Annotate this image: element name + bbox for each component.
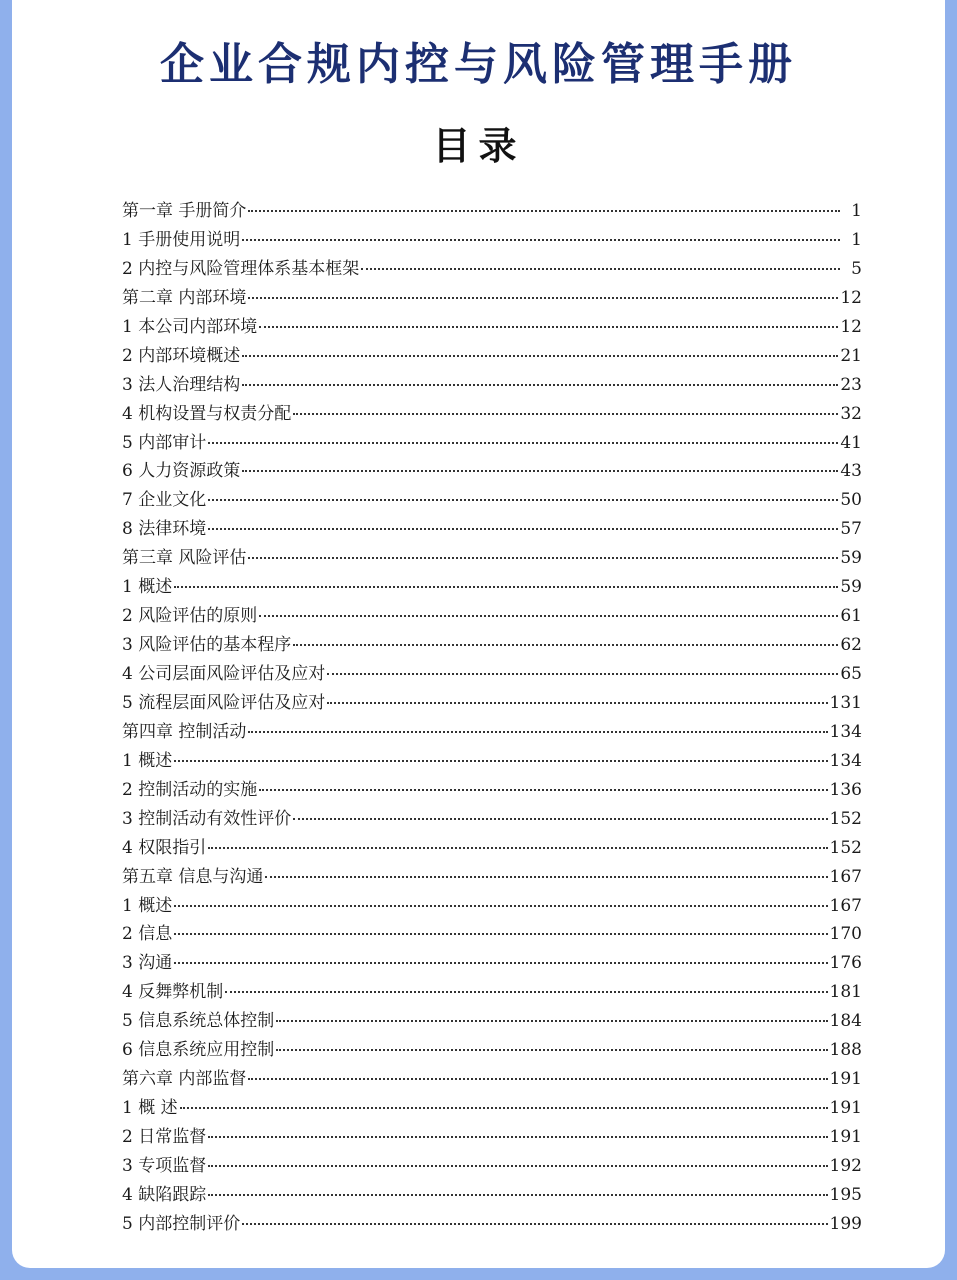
toc-entry-label: 第二章 内部环境: [122, 287, 247, 308]
toc-heading: 目录: [432, 124, 525, 168]
toc-section-entry: [122, 1006, 862, 1035]
toc-section-entry: [122, 1035, 862, 1064]
toc-section-entry: [122, 1093, 862, 1122]
dot-leader: [242, 1223, 827, 1225]
toc-entry-page-number: 167: [829, 866, 862, 887]
toc-entry-page-number: 152: [829, 808, 862, 829]
toc-entry-label: 5 内部审计: [122, 432, 207, 453]
toc-entry-page-number: 43: [840, 461, 862, 482]
dot-leader: [259, 326, 838, 328]
toc-entry-page-number: 1: [851, 201, 862, 221]
toc-entry-page-number: 41: [840, 432, 862, 453]
toc-entry-label: 1 手册使用说明: [122, 229, 241, 250]
toc-entry-label: 3 专项监督: [122, 1155, 207, 1176]
toc-entry-label: 4 缺陷跟踪: [122, 1184, 207, 1205]
toc-entry-label: 7 企业文化: [122, 490, 207, 511]
toc-entry-page-number: 134: [829, 721, 862, 742]
toc-entry-page-number: 131: [829, 692, 862, 713]
toc-entry-page-number: 59: [840, 577, 862, 598]
dot-leader: [248, 557, 838, 559]
dot-leader: [174, 933, 827, 935]
toc-entry-page-number: 191: [829, 1127, 862, 1147]
toc-entry-label: 1 概 述: [122, 1098, 178, 1119]
toc-section-entry: [122, 688, 862, 717]
toc-entry-page-number: 65: [840, 664, 862, 684]
toc-section-entry: [122, 485, 862, 514]
toc-section-entry: [122, 948, 862, 977]
toc-entry-label: 第四章 控制活动: [122, 721, 247, 742]
toc-section-entry: [122, 1209, 862, 1238]
toc-section-entry: [122, 514, 862, 543]
toc-section-entry: [122, 746, 862, 775]
toc-section-entry: [122, 601, 862, 630]
toc-section-entry: [122, 572, 862, 601]
toc-entry-label: 2 风险评估的原则: [122, 606, 258, 627]
toc-entry-page-number: 1: [851, 229, 862, 250]
dot-leader: [259, 789, 827, 791]
toc-entry-label: 第三章 风险评估: [122, 548, 247, 569]
toc-entry-page-number: 167: [829, 895, 862, 916]
toc-entry-label: 3 法人治理结构: [122, 374, 241, 395]
toc-chapter-entry: [122, 717, 862, 746]
toc-entry-page-number: 62: [840, 635, 862, 656]
dot-leader: [174, 905, 827, 907]
toc-entry-page-number: 170: [829, 924, 862, 945]
toc-entry-label: 8 法律环境: [122, 519, 207, 540]
toc-entry-page-number: 12: [840, 287, 862, 308]
toc-section-entry: [122, 891, 862, 920]
dot-leader: [276, 1049, 827, 1051]
toc-entry-page-number: 59: [840, 548, 862, 569]
table-of-contents: [122, 196, 862, 1238]
toc-entry-label: 1 本公司内部环境: [122, 316, 258, 337]
dot-leader: [208, 1136, 827, 1138]
dot-leader: [242, 384, 838, 386]
toc-entry-label: 6 信息系统应用控制: [122, 1040, 275, 1061]
toc-section-entry: [122, 428, 862, 457]
toc-entry-label: 2 控制活动的实施: [122, 779, 258, 800]
toc-entry-label: 5 流程层面风险评估及应对: [122, 692, 326, 713]
toc-entry-page-number: 184: [829, 1011, 862, 1032]
toc-entry-page-number: 23: [840, 374, 862, 395]
dot-leader: [180, 1107, 828, 1109]
dot-leader: [293, 818, 827, 820]
toc-entry-label: 2 内控与风险管理体系基本框架: [122, 258, 360, 279]
dot-leader: [259, 615, 838, 617]
toc-chapter-entry: [122, 283, 862, 312]
dot-leader: [327, 673, 838, 675]
toc-entry-label: 1 概述: [122, 577, 173, 598]
toc-entry-label: 1 概述: [122, 750, 173, 771]
toc-section-entry: [122, 659, 862, 688]
toc-entry-page-number: 21: [840, 345, 862, 366]
toc-entry-label: 4 机构设置与权责分配: [122, 403, 292, 424]
dot-leader: [361, 268, 840, 270]
document-page: [12, 0, 945, 1268]
toc-chapter-entry: [122, 543, 862, 572]
toc-section-entry: [122, 1180, 862, 1209]
toc-section-entry: [122, 312, 862, 341]
dot-leader: [248, 1078, 827, 1080]
toc-entry-page-number: 176: [829, 953, 862, 974]
toc-entry-label: 2 信息: [122, 924, 173, 945]
dot-leader: [242, 239, 840, 241]
toc-entry-page-number: 32: [840, 403, 862, 424]
dot-leader: [242, 470, 838, 472]
dot-leader: [248, 731, 827, 733]
toc-entry-label: 3 风险评估的基本程序: [122, 635, 292, 656]
toc-section-entry: [122, 775, 862, 804]
toc-entry-label: 5 信息系统总体控制: [122, 1011, 275, 1032]
dot-leader: [248, 210, 840, 212]
dot-leader: [208, 847, 827, 849]
toc-entry-label: 3 沟通: [122, 953, 173, 974]
toc-section-entry: [122, 254, 862, 283]
dot-leader: [265, 876, 827, 878]
toc-entry-page-number: 136: [829, 779, 862, 800]
dot-leader: [174, 586, 838, 588]
toc-section-entry: [122, 341, 862, 370]
toc-section-entry: [122, 630, 862, 659]
toc-entry-page-number: 152: [829, 837, 862, 858]
toc-chapter-entry: [122, 1064, 862, 1093]
toc-entry-label: 3 控制活动有效性评价: [122, 808, 292, 829]
toc-entry-label: 4 反舞弊机制: [122, 982, 224, 1003]
toc-entry-page-number: 5: [851, 258, 862, 279]
dot-leader: [208, 528, 838, 530]
toc-entry-page-number: 199: [829, 1213, 862, 1234]
dot-leader: [174, 962, 827, 964]
toc-section-entry: [122, 804, 862, 833]
toc-entry-page-number: 134: [829, 750, 862, 771]
toc-entry-page-number: 50: [840, 490, 862, 511]
dot-leader: [293, 644, 838, 646]
toc-entry-label: 第一章 手册简介: [122, 201, 247, 221]
toc-entry-page-number: 191: [829, 1069, 862, 1090]
toc-entry-label: 5 内部控制评价: [122, 1213, 241, 1234]
toc-section-entry: [122, 833, 862, 862]
dot-leader: [248, 297, 838, 299]
toc-entry-label: 2 内部环境概述: [122, 345, 241, 366]
toc-section-entry: [122, 919, 862, 948]
dot-leader: [208, 1194, 827, 1196]
toc-entry-label: 1 概述: [122, 895, 173, 916]
dot-leader: [225, 991, 827, 993]
toc-entry-page-number: 192: [829, 1155, 862, 1176]
dot-leader: [242, 355, 838, 357]
toc-entry-page-number: 191: [829, 1098, 862, 1119]
dot-leader: [208, 1165, 827, 1167]
dot-leader: [208, 442, 838, 444]
toc-chapter-entry: [122, 862, 862, 891]
toc-section-entry: [122, 1122, 862, 1151]
dot-leader: [327, 702, 827, 704]
toc-section-entry: [122, 399, 862, 428]
toc-entry-label: 4 公司层面风险评估及应对: [122, 664, 326, 684]
toc-chapter-entry: [122, 196, 862, 225]
toc-entry-page-number: 188: [829, 1040, 862, 1061]
toc-section-entry: [122, 456, 862, 485]
toc-entry-label: 4 权限指引: [122, 837, 207, 858]
toc-entry-page-number: 181: [829, 982, 862, 1003]
toc-entry-label: 第六章 内部监督: [122, 1069, 247, 1090]
toc-entry-page-number: 12: [840, 316, 862, 337]
document-title: 企业合规内控与风险管理手册: [160, 39, 797, 90]
dot-leader: [293, 413, 838, 415]
toc-entry-label: 第五章 信息与沟通: [122, 866, 264, 887]
dot-leader: [276, 1020, 827, 1022]
toc-entry-page-number: 61: [840, 606, 862, 627]
toc-entry-label: 2 日常监督: [122, 1127, 207, 1147]
toc-entry-label: 6 人力资源政策: [122, 461, 241, 482]
dot-leader: [174, 760, 827, 762]
toc-section-entry: [122, 977, 862, 1006]
toc-entry-page-number: 195: [829, 1184, 862, 1205]
toc-section-entry: [122, 225, 862, 254]
dot-leader: [208, 499, 838, 501]
toc-section-entry: [122, 370, 862, 399]
toc-section-entry: [122, 1151, 862, 1180]
toc-entry-page-number: 57: [840, 519, 862, 540]
